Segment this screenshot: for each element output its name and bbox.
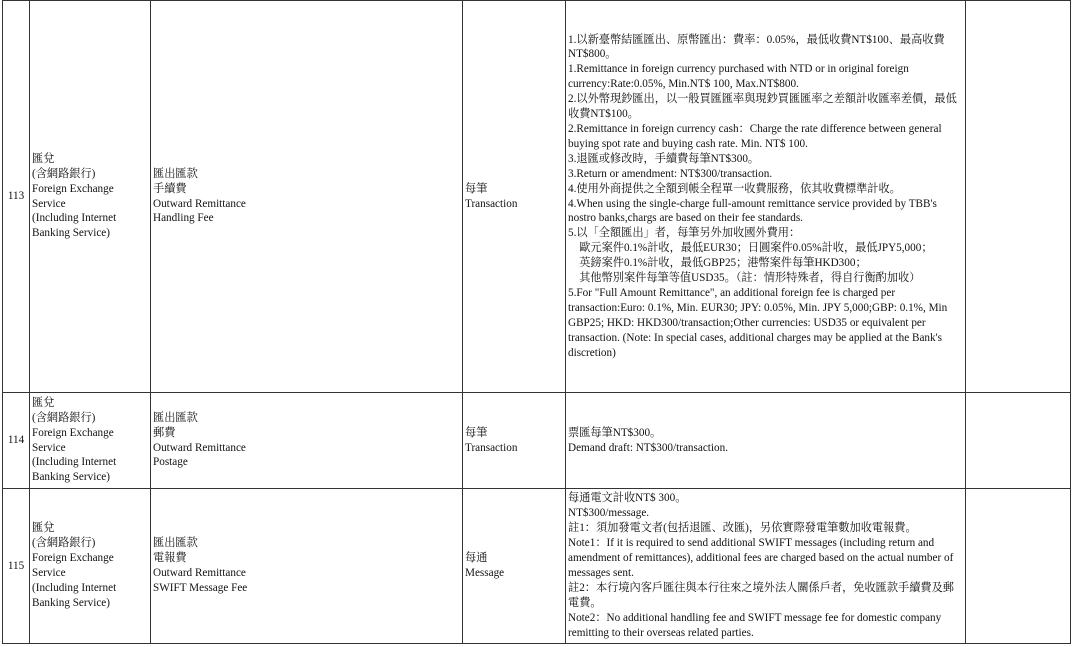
fee-description: 1.以新臺幣結匯匯出、原幣匯出：費率：0.05%，最低收費NT$100、最高收費NT$800。 1.Remittance in foreign currency purchased with NTD or in original foreign currency:Rate:0.05%, Min.NT$ 100, Max.NT$800. 2.以外幣現鈔匯出，以一般買匯匯率與現鈔買匯匯率之差額計收匯率差價，最低收費NT$100。 2.Remittance in foreign currency cash：Charge the rate difference between general buying spot rate and buying cash rate. Min. NT$ 100. 3.退匯或修改時，手續費每筆NT$300。 3.Return or amendment: NT$300/transaction. 4.使用外商提供之全額到帳全程單一收費服務，依其收費標準計收。 4.When using the single-charge full-amount remittance service provided by TBB's nostro banks,chargs are based on their fee standards. 5.以「全額匯出」者，每筆另外加收國外費用： 歐元案件0.1%計收，最低EUR30；日圓案件0.05%計收，最低JPY5,000； 英鎊案件0.1%計收，最低GBP25；港幣案件每筆HKD300； 其他幣別案件每筆等值USD35。（註：情形特殊者，得自行衡酌加收） 5.For "Full Amount Remittance", an additional foreign fee is charged per transaction:Euro: 0.1%, Min. EUR30; JPY: 0.05%, Min. JPY 5,000;GBP: 0.1%, Min GBP25; HKD: HKD300/transaction;Other currencies: USD35 or equivalent per transaction. (Note: In special cases, additional charges may be applied at the Bank's discretion): [566, 1, 966, 393]
fee-description: 每通電文計收NT$ 300。 NT$300/message. 註1：須加發電文者(包括退匯、改匯)，另依實際發電筆數加收電報費。 Note1：If it is required to send additional SWIFT messages (including return and amendment of remittances), additional fees are charged based on the actual number of messages sent. 註2：本行境內客戶匯往與本行往來之境外法人關係戶者，免收匯款手續費及郵電費。 Note2：No additional handling fee and SWIFT message fee for domestic company remitting to their overseas related parties.: [566, 489, 966, 644]
remark-cell: [966, 489, 1071, 644]
service-category: 匯兌 (含網路銀行) Foreign Exchange Service (Including Internet Banking Service): [30, 393, 151, 489]
service-category: 匯兌 (含網路銀行) Foreign Exchange Service (Including Internet Banking Service): [30, 489, 151, 644]
charge-unit: 每筆 Transaction: [463, 1, 566, 393]
charge-unit: 每通 Message: [463, 489, 566, 644]
item-number: 113: [3, 1, 30, 393]
fee-item: 匯出匯款 電報費 Outward Remittance SWIFT Message Fee: [151, 489, 463, 644]
charge-unit: 每筆 Transaction: [463, 393, 566, 489]
remark-cell: [966, 393, 1071, 489]
remark-cell: [966, 1, 1071, 393]
item-number: 115: [3, 489, 30, 644]
service-category: 匯兌 (含網路銀行) Foreign Exchange Service (Including Internet Banking Service): [30, 1, 151, 393]
table-row: [3, 1, 1071, 393]
item-number: 114: [3, 393, 30, 489]
table-row: [3, 489, 1071, 644]
fee-description: 票匯每筆NT$300。 Demand draft: NT$300/transaction.: [566, 393, 966, 489]
fee-table: [2, 0, 1071, 644]
fee-item: 匯出匯款 郵費 Outward Remittance Postage: [151, 393, 463, 489]
table-row: [3, 393, 1071, 489]
fee-item: 匯出匯款 手續費 Outward Remittance Handling Fee: [151, 1, 463, 393]
